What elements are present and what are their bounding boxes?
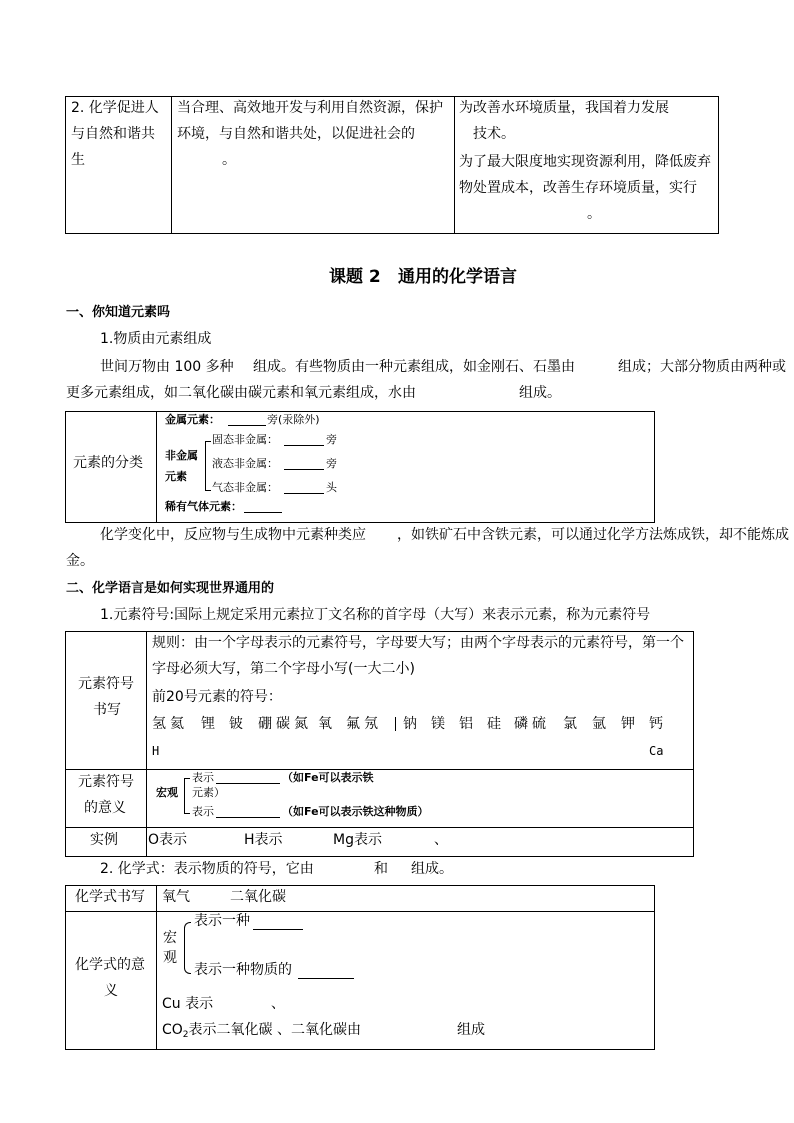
formula-macro-brace xyxy=(184,922,191,974)
macro-brace xyxy=(184,778,190,814)
element-name: 铍 xyxy=(229,716,243,732)
formula-cu: Cu 表示 xyxy=(162,996,214,1012)
noble-blank xyxy=(244,500,282,513)
example-comma: 、 xyxy=(434,832,448,848)
element-name: 锂 xyxy=(201,716,215,732)
formula-co2-symbol: CO xyxy=(162,1022,183,1038)
formula-meaning-label: 义 xyxy=(104,983,118,999)
lesson-title-prefix: 课题 2 xyxy=(329,267,381,287)
formula-table-divider xyxy=(156,885,157,1050)
metal-element-label: 金属元素： xyxy=(165,413,220,426)
liquid-nonmetal-label: 液态非金属： xyxy=(212,457,278,470)
formula-meaning-2: 表示一种物质的 xyxy=(194,962,292,978)
element-name: 氢 xyxy=(152,716,166,732)
symbol-writing-label: 书写 xyxy=(93,702,121,718)
formula-co2-subscript: 2 xyxy=(182,1030,189,1040)
section-1-heading: 一、你知道元素吗 xyxy=(66,305,171,320)
first-20-label: 前20号元素的符号： xyxy=(152,689,282,705)
section-1-conclusion: ，如铁矿石中含铁元素，可以通过化学方法炼成铁，却不能炼成 xyxy=(397,527,789,543)
formula-macro-label: 观 xyxy=(163,950,177,966)
noble-gas-label: 稀有气体元素： xyxy=(165,500,242,513)
top-table-divider xyxy=(171,96,172,234)
top-table-divider xyxy=(454,96,455,234)
top-table-cell-3-line: 。 xyxy=(587,206,601,222)
element-name: 钙 xyxy=(649,716,663,732)
element-name: 碳 xyxy=(276,716,290,732)
element-name: 硫 xyxy=(532,716,546,732)
section-1-text: 组成。 xyxy=(519,385,561,401)
symbol-meaning-1-note: （如Fe可以表示铁 xyxy=(282,771,374,784)
top-table-cell-2-line: 环境，与自然和谐共处，以促进社会的 xyxy=(177,126,415,142)
nonmetal-label: 元素 xyxy=(165,470,187,483)
symbol-meaning-2: 表示 xyxy=(192,805,214,818)
nonmetal-label: 非金属 xyxy=(165,449,198,462)
top-table-cell-3-line: 为改善水环境质量，我国着力发展 xyxy=(459,100,669,116)
section-2-heading: 二、化学语言是如何实现世界通用的 xyxy=(66,581,275,596)
element-name: 硅 xyxy=(487,716,501,732)
symbol-meaning-2-note: （如Fe可以表示铁这种物质） xyxy=(282,805,429,818)
symbol-writing-label: 元素符号 xyxy=(78,676,134,692)
symbol-rule: 字母必须大写，第二个字母小写(一大二小) xyxy=(152,661,415,677)
formula-co2-line xyxy=(162,1022,361,1041)
macro-label: 宏观 xyxy=(156,786,178,799)
element-name: 氖 xyxy=(364,716,378,732)
element-symbol-ca: Ca xyxy=(649,744,664,758)
element-name: 氦 xyxy=(170,716,184,732)
section-1-conclusion: 化学变化中，反应物与生成物中元素种类应 xyxy=(100,527,366,543)
metal-rule: 旁(汞除外) xyxy=(267,413,320,426)
section-1-text: 组成；大部分物质由两种或 xyxy=(618,359,786,375)
element-name: 氮 xyxy=(294,716,308,732)
section-1-text: 世间万物由 100 多种 xyxy=(100,359,234,375)
formula-meaning-label: 化学式的意 xyxy=(75,957,145,973)
formula-macro-label: 宏 xyxy=(163,930,177,946)
element-name: 氯 xyxy=(563,716,577,732)
classification-divider xyxy=(156,411,157,523)
formula-meaning-2-blank xyxy=(298,962,354,979)
element-name: 钾 xyxy=(621,716,635,732)
formula-definition: 和 xyxy=(374,861,388,877)
element-name: 磷 xyxy=(514,716,528,732)
solid-blank xyxy=(284,433,324,446)
top-table-cell-1-line: 2. 化学促进人 xyxy=(71,100,159,116)
symbol-meaning-1-blank xyxy=(216,771,280,784)
metal-blank xyxy=(228,413,266,426)
example-o: O表示 xyxy=(148,832,188,848)
formula-definition: 2. 化学式：表示物质的符号，它由 xyxy=(100,861,314,877)
top-table-cell-3-line: 物处置成本，改善生存环境质量，实行 xyxy=(459,180,697,196)
element-symbol-h: H xyxy=(152,744,160,758)
formula-meaning-1: 表示一种 xyxy=(194,913,250,929)
symbol-meaning-label: 元素符号 xyxy=(78,774,134,790)
formula-table-row-line xyxy=(65,911,655,912)
formula-co2-text: 表示二氧化碳 、二氧化碳由 xyxy=(188,1022,361,1038)
symbol-table-row-line xyxy=(65,827,694,828)
section-1-text: 组成。有些物质由一种元素组成，如金刚石、石墨由 xyxy=(253,359,575,375)
top-table-cell-2-line: 当合理、高效地开发与利用自然资源，保护 xyxy=(177,100,443,116)
formula-cu-comma: 、 xyxy=(271,996,285,1012)
example-label: 实例 xyxy=(90,832,118,848)
formula-co2-tail: 组成 xyxy=(457,1022,485,1038)
top-table-cell-1-line: 与自然和谐共 xyxy=(71,126,155,142)
formula-definition: 组成。 xyxy=(411,861,453,877)
section-1-text: 更多元素组成，如二氧化碳由碳元素和氧元素组成，水由 xyxy=(66,385,416,401)
gas-blank xyxy=(284,481,324,494)
element-name: 镁 xyxy=(431,716,445,732)
solid-rule: 旁 xyxy=(326,433,337,446)
element-name: 硼 xyxy=(258,716,272,732)
lesson-title: 通用的化学语言 xyxy=(398,267,517,287)
gas-nonmetal-label: 气态非金属： xyxy=(212,481,278,494)
solid-nonmetal-label: 固态非金属： xyxy=(212,433,278,446)
symbol-rule: 规则：由一个字母表示的元素符号，字母要大写；由两个字母表示的元素符号，第一个 xyxy=(152,635,684,651)
example-mg: Mg表示 xyxy=(333,832,382,848)
element-name: 铝 xyxy=(459,716,473,732)
element-separator xyxy=(395,717,396,731)
formula-co2: 二氧化碳 xyxy=(230,889,286,905)
gas-rule: 头 xyxy=(326,481,337,494)
element-classification-table xyxy=(65,411,655,523)
top-table-cell-3-line: 为了最大限度地实现资源利用，降低废弃 xyxy=(459,154,711,170)
top-table-cell-1-line: 生 xyxy=(71,152,85,168)
top-table-cell-2-line: 。 xyxy=(222,152,236,168)
top-table-cell-3-line: 技术。 xyxy=(473,126,515,142)
element-name: 钠 xyxy=(403,716,417,732)
formula-oxygen: 氧气 xyxy=(162,889,190,905)
symbol-table-divider xyxy=(146,631,147,857)
example-h: H表示 xyxy=(244,832,283,848)
section-1-conclusion: 金。 xyxy=(66,553,94,569)
element-name: 氧 xyxy=(318,716,332,732)
formula-meaning-1-blank xyxy=(253,913,303,930)
symbol-table-row-line xyxy=(65,769,694,770)
element-name: 氟 xyxy=(346,716,360,732)
symbol-meaning-label: 的意义 xyxy=(84,800,126,816)
liquid-rule: 旁 xyxy=(326,457,337,470)
symbol-meaning-1: 表示 xyxy=(192,771,214,784)
liquid-blank xyxy=(284,457,324,470)
formula-writing-label: 化学式书写 xyxy=(75,889,145,905)
element-name: 氩 xyxy=(592,716,606,732)
nonmetal-brace xyxy=(205,441,211,491)
classification-label: 元素的分类 xyxy=(73,455,143,471)
section-2-subheading: 1.元素符号:国际上规定采用元素拉丁文名称的首字母（大写）来表示元素，称为元素符号 xyxy=(100,607,651,623)
symbol-meaning-1-tail: 元素） xyxy=(192,786,225,799)
section-1-subheading: 1.物质由元素组成 xyxy=(100,331,212,347)
symbol-meaning-2-blank xyxy=(216,805,280,818)
